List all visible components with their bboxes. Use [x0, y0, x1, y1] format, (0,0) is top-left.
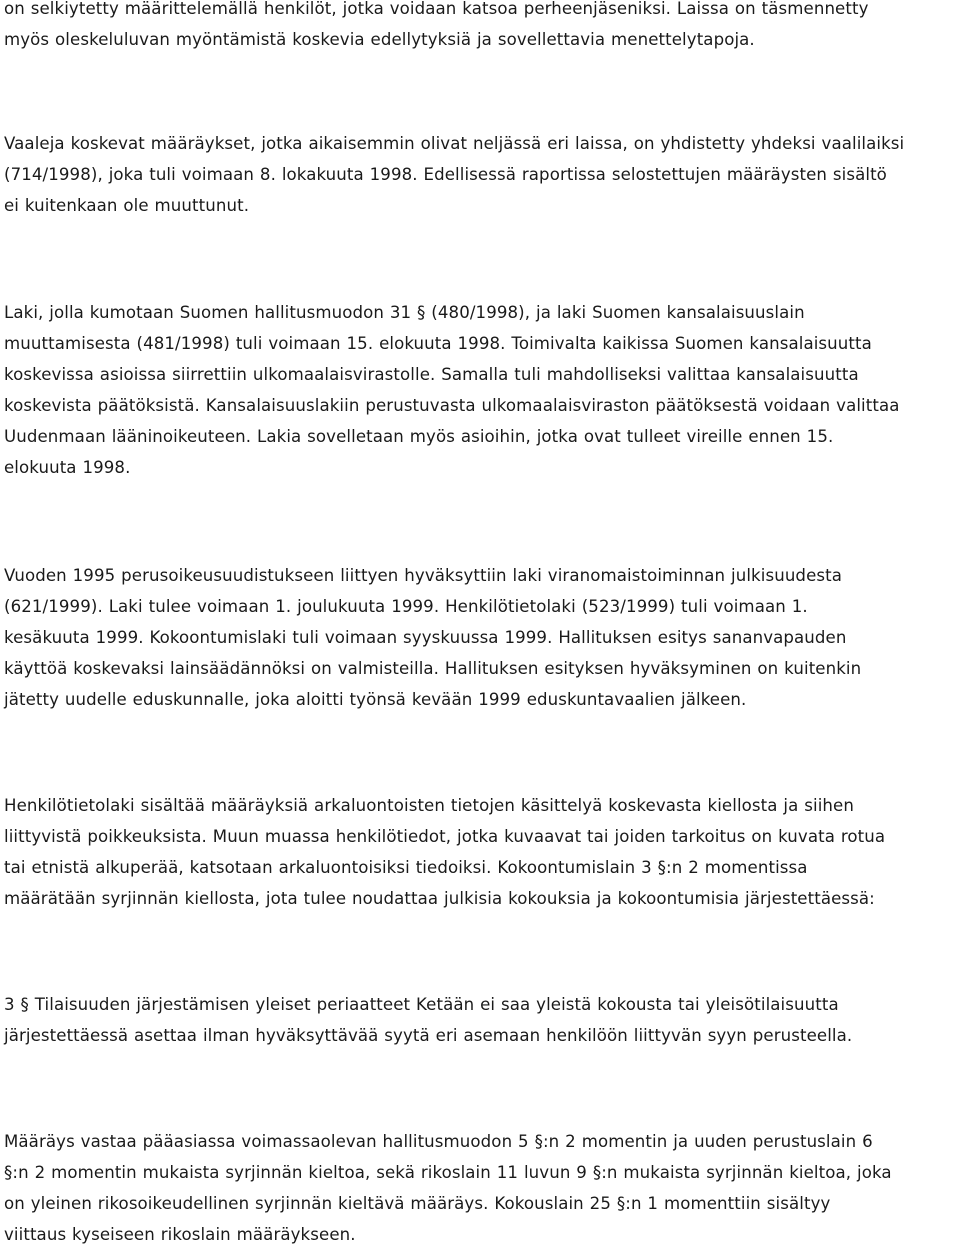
text-line: järjestettäessä asettaa ilman hyväksyttävää syytä eri asemaan henkilöön liittyvän syyn perusteella. — [4, 1026, 853, 1045]
text-line: §:n 2 momentin mukaista syrjinnän kieltoa, sekä rikoslain 11 luvun 9 §:n mukaista syrjinnän kieltoa, joka — [4, 1163, 892, 1182]
paragraph-nationality-act — [4, 297, 958, 483]
text-line: on selkiytetty määrittelemällä henkilöt, jotka voidaan katsoa perheenjäseniksi. Laissa on täsmennetty — [4, 0, 869, 18]
text-line: koskevissa asioissa siirrettiin ulkomaalaisvirastolle. Samalla tuli mahdolliseksi valittaa kansalaisuutta — [4, 365, 859, 384]
text-line: Vaaleja koskevat määräykset, jotka aikaisemmin olivat neljässä eri laissa, on yhdistetty yhdeksi vaalilaiksi — [4, 134, 905, 153]
text-line: koskevista päätöksistä. Kansalaisuuslakiin perustuvasta ulkomaalaisviraston päätöksestä voidaan valittaa — [4, 396, 900, 415]
text-line: jätetty uudelle eduskunnalle, joka aloitti työnsä kevään 1999 eduskuntavaalien jälkeen. — [4, 690, 747, 709]
paragraph-election-act — [4, 128, 958, 221]
text-line: Uudenmaan lääninoikeuteen. Lakia sovelletaan myös asioihin, jotka ovat tulleet vireille ennen 15. — [4, 427, 834, 446]
text-line: käyttöä koskevaksi lainsäädännöksi on valmisteilla. Hallituksen esityksen hyväksyminen on kuitenkin — [4, 659, 862, 678]
text-line: on yleinen rikosoikeudellinen syrjinnän kieltävä määräys. Kokouslain 25 §:n 1 momenttiin sisältyy — [4, 1194, 831, 1213]
paragraph-openness-act — [4, 560, 958, 715]
text-line: muuttamisesta (481/1998) tuli voimaan 15. elokuuta 1998. Toimivalta kaikissa Suomen kansalaisuutta — [4, 334, 872, 353]
text-line: Laki, jolla kumotaan Suomen hallitusmuodon 31 § (480/1998), ja laki Suomen kansalaisuuslain — [4, 303, 805, 322]
paragraph-quoted-section-3 — [4, 989, 958, 1051]
text-line: Vuoden 1995 perusoikeusuudistukseen liittyen hyväksyttiin laki viranomaistoiminnan julkisuudesta — [4, 566, 842, 585]
text-line: myös oleskeluluvan myöntämistä koskevia edellytyksiä ja sovellettavia menettelytapoja. — [4, 30, 755, 49]
paragraph-family-members — [4, 0, 958, 55]
text-line: tai etnistä alkuperää, katsotaan arkaluontoisiksi tiedoiksi. Kokoontumislain 3 §:n 2 momentissa — [4, 858, 808, 877]
text-line: elokuuta 1998. — [4, 458, 131, 477]
text-line: kesäkuuta 1999. Kokoontumislaki tuli voimaan syyskuussa 1999. Hallituksen esitys sananvapauden — [4, 628, 847, 647]
text-line: määrätään syrjinnän kiellosta, jota tulee noudattaa julkisia kokouksia ja kokoontumisia järjestettäessä: — [4, 889, 875, 908]
text-line: Henkilötietolaki sisältää määräyksiä arkaluontoisten tietojen käsittelyä koskevasta kiellosta ja siihen — [4, 796, 854, 815]
text-line: Määräys vastaa pääasiassa voimassaolevan hallitusmuodon 5 §:n 2 momentin ja uuden perustuslain 6 — [4, 1132, 873, 1151]
text-line: ei kuitenkaan ole muuttunut. — [4, 196, 250, 215]
text-line: liittyvistä poikkeuksista. Muun muassa henkilötiedot, jotka kuvaavat tai joiden tarkoitus on kuvata rotua — [4, 827, 886, 846]
paragraph-personal-data-act — [4, 790, 958, 914]
paragraph-constitution-provision — [4, 1126, 958, 1250]
text-line: 3 § Tilaisuuden järjestämisen yleiset periaatteet Ketään ei saa yleistä kokousta tai yleisötilaisuutta — [4, 995, 839, 1014]
text-line: viittaus kyseiseen rikoslain määräykseen. — [4, 1225, 356, 1244]
text-line: (621/1999). Laki tulee voimaan 1. joulukuuta 1999. Henkilötietolaki (523/1999) tuli voimaan 1. — [4, 597, 808, 616]
text-line: (714/1998), joka tuli voimaan 8. lokakuuta 1998. Edellisessä raportissa selostettujen määräysten sisältö — [4, 165, 887, 184]
